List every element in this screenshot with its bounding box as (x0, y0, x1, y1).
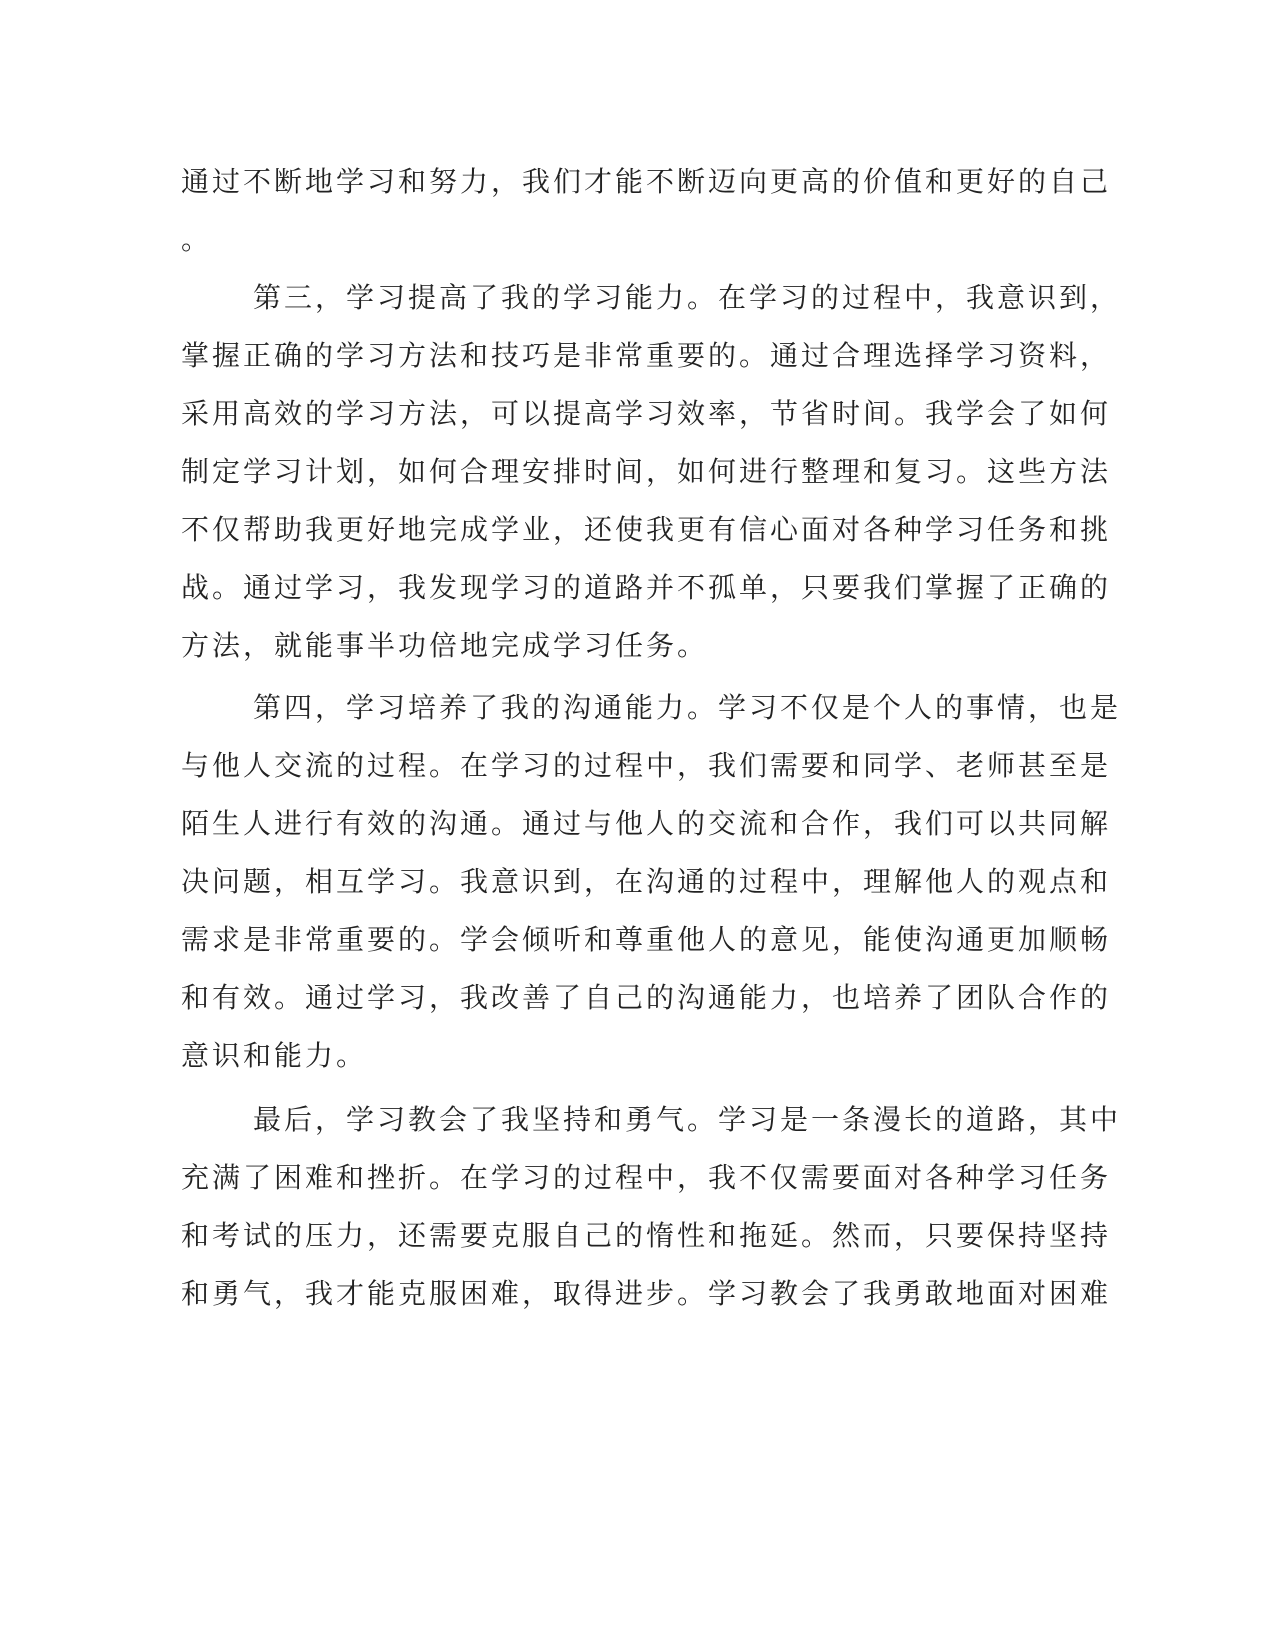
paragraph-line: 决问题，相互学习。我意识到，在沟通的过程中，理解他人的观点和 (181, 865, 1112, 898)
paragraph-line: 与他人交流的过程。在学习的过程中，我们需要和同学、老师甚至是 (181, 749, 1112, 782)
paragraph-line: 最后，学习教会了我坚持和勇气。学习是一条漫长的道路，其中 (253, 1103, 1122, 1136)
paragraph-line: 需求是非常重要的。学会倾听和尊重他人的意见，能使沟通更加顺畅 (181, 923, 1112, 956)
paragraph-line: 制定学习计划，如何合理安排时间，如何进行整理和复习。这些方法 (181, 455, 1112, 488)
paragraph-line: 第三，学习提高了我的学习能力。在学习的过程中，我意识到， (253, 281, 1122, 314)
paragraph-line: 。 (181, 223, 213, 256)
paragraph-line: 方法，就能事半功倍地完成学习任务。 (181, 629, 709, 662)
paragraph-line: 战。通过学习，我发现学习的道路并不孤单，只要我们掌握了正确的 (181, 571, 1112, 604)
paragraph-line: 采用高效的学习方法，可以提高学习效率，节省时间。我学会了如何 (181, 397, 1112, 430)
paragraph-line: 陌生人进行有效的沟通。通过与他人的交流和合作，我们可以共同解 (181, 807, 1112, 840)
paragraph-line: 第四，学习培养了我的沟通能力。学习不仅是个人的事情，也是 (253, 691, 1122, 724)
paragraph-line: 意识和能力。 (181, 1039, 368, 1072)
paragraph-line: 和有效。通过学习，我改善了自己的沟通能力，也培养了团队合作的 (181, 981, 1112, 1014)
paragraph-line: 掌握正确的学习方法和技巧是非常重要的。通过合理选择学习资料， (181, 339, 1112, 372)
paragraph-line: 充满了困难和挫折。在学习的过程中，我不仅需要面对各种学习任务 (181, 1161, 1112, 1194)
paragraph-line: 和勇气，我才能克服困难，取得进步。学习教会了我勇敢地面对困难 (181, 1277, 1112, 1310)
paragraph-line: 通过不断地学习和努力，我们才能不断迈向更高的价值和更好的自己 (181, 165, 1112, 198)
paragraph-line: 和考试的压力，还需要克服自己的惰性和拖延。然而，只要保持坚持 (181, 1219, 1112, 1252)
paragraph-line: 不仅帮助我更好地完成学业，还使我更有信心面对各种学习任务和挑 (181, 513, 1112, 546)
